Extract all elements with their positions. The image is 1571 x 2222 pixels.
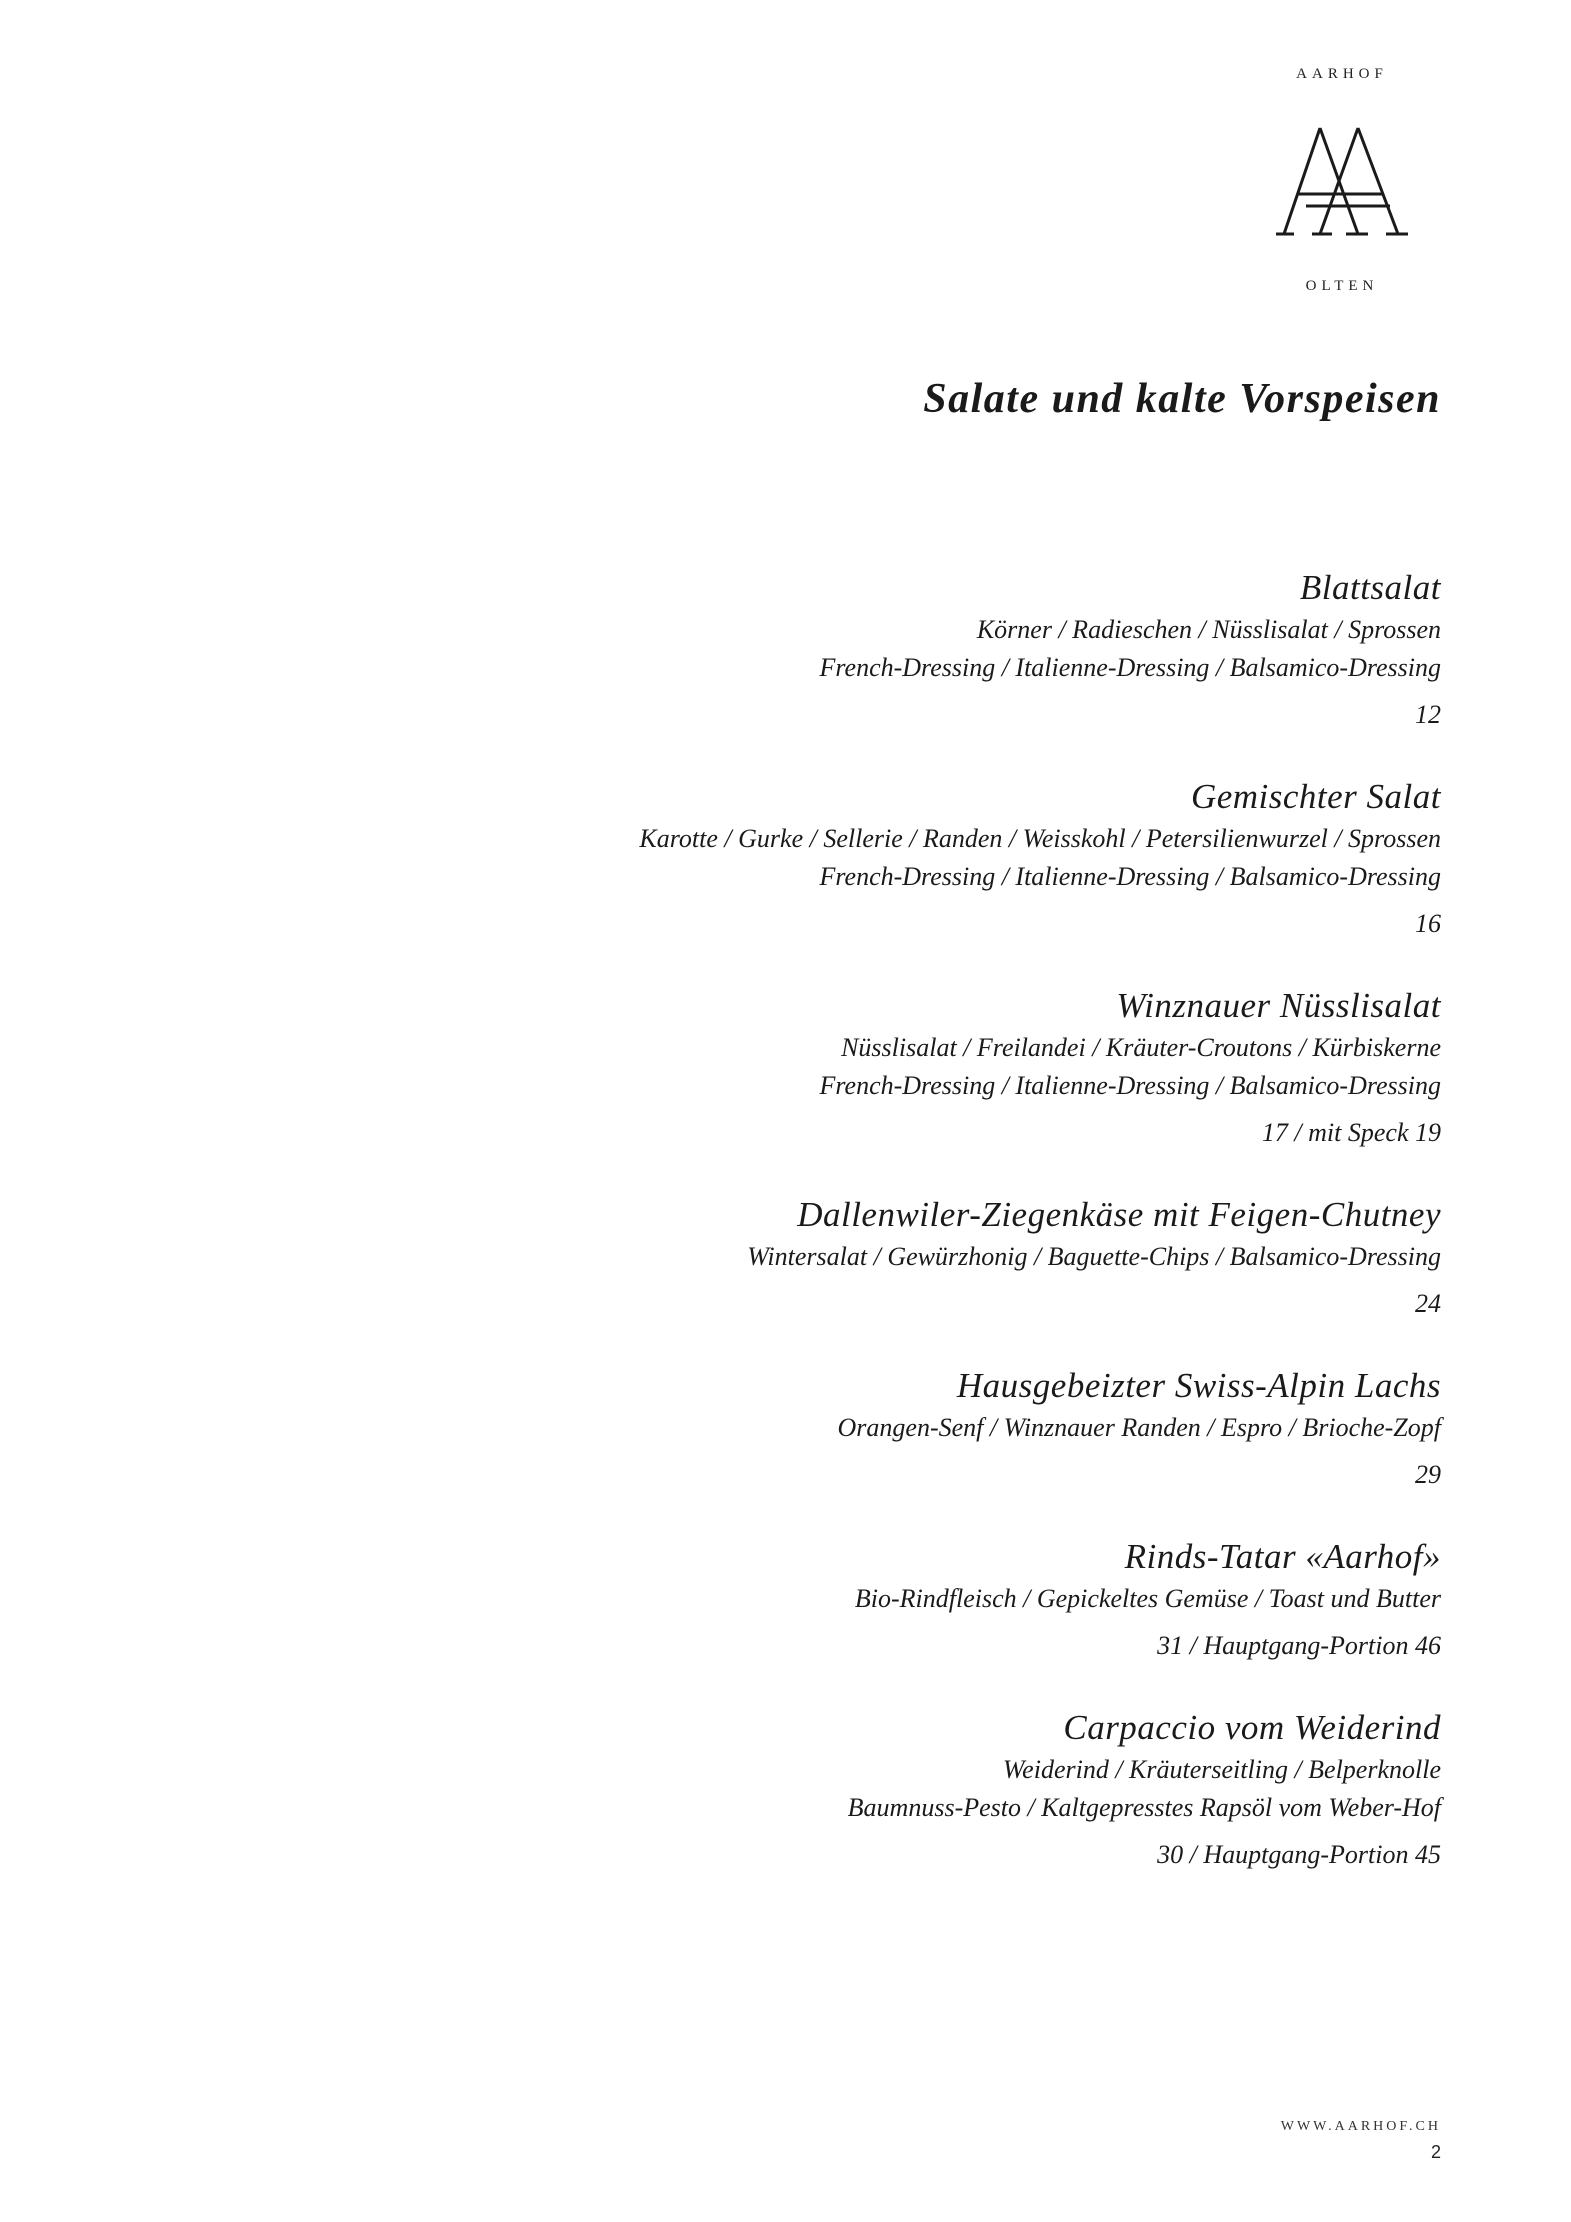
menu-item bbox=[241, 1363, 1441, 1494]
dish-price: 31 / Hauptgang-Portion 46 bbox=[1157, 1631, 1441, 1660]
dish-name: Dallenwiler-Ziegenkäse mit Feigen-Chutney bbox=[797, 1195, 1441, 1234]
dish-name: Blattsalat bbox=[1299, 568, 1441, 607]
page-title: Salate und kalte Vorspeisen bbox=[923, 376, 1441, 422]
dish-name: Hausgebeizter Swiss-Alpin Lachs bbox=[956, 1366, 1441, 1405]
dish-description: French-Dressing / Italienne-Dressing / Balsamico-Dressing bbox=[819, 1071, 1441, 1100]
menu-item bbox=[241, 1705, 1441, 1874]
dish-name: Rinds-Tatar «Aarhof» bbox=[1124, 1537, 1441, 1576]
dish-description: Bio-Rindfleisch / Gepickeltes Gemüse / Toast und Butter bbox=[854, 1584, 1441, 1613]
menu-item bbox=[241, 774, 1441, 943]
dish-description: Wintersalat / Gewürzhonig / Baguette-Chips / Balsamico-Dressing bbox=[747, 1242, 1441, 1271]
dish-price: 24 bbox=[1415, 1289, 1441, 1318]
dish-price: 30 / Hauptgang-Portion 45 bbox=[1157, 1840, 1441, 1869]
dish-name: Gemischter Salat bbox=[1190, 777, 1441, 816]
dish-description: Baumnuss-Pesto / Kaltgepresstes Rapsöl vom Weber-Hof bbox=[847, 1793, 1441, 1822]
page-number: 2 bbox=[1430, 2142, 1441, 2162]
dish-description: Körner / Radieschen / Nüsslisalat / Sprossen bbox=[976, 615, 1441, 644]
logo-bottom-text: OLTEN bbox=[1305, 278, 1379, 294]
dish-price: 12 bbox=[1415, 700, 1441, 729]
dish-description: Karotte / Gurke / Sellerie / Randen / Weisskohl / Petersilienwurzel / Sprossen bbox=[639, 824, 1441, 853]
menu-list bbox=[241, 565, 1441, 1914]
dish-price: 16 bbox=[1415, 909, 1441, 938]
dish-description: Orangen-Senf / Winznauer Randen / Espro / Brioche-Zopf bbox=[837, 1413, 1441, 1442]
menu-item bbox=[241, 1192, 1441, 1323]
menu-item bbox=[241, 565, 1441, 734]
double-a-monogram-icon bbox=[1276, 122, 1408, 242]
dish-price: 17 / mit Speck 19 bbox=[1261, 1118, 1441, 1147]
dish-price: 29 bbox=[1415, 1460, 1441, 1489]
dish-name: Winznauer Nüsslisalat bbox=[1116, 986, 1441, 1025]
logo-top-text: AARHOF bbox=[1296, 66, 1388, 82]
dish-description: Nüsslisalat / Freilandei / Kräuter-Croutons / Kürbiskerne bbox=[841, 1033, 1441, 1062]
menu-item bbox=[241, 1534, 1441, 1665]
dish-description: Weiderind / Kräuterseitling / Belperknolle bbox=[1002, 1755, 1441, 1784]
menu-item bbox=[241, 983, 1441, 1152]
dish-description: French-Dressing / Italienne-Dressing / Balsamico-Dressing bbox=[819, 653, 1441, 682]
footer-website: WWW.AARHOF.CH bbox=[1280, 2119, 1441, 2134]
dish-name: Carpaccio vom Weiderind bbox=[1063, 1708, 1441, 1747]
logo bbox=[1252, 66, 1432, 306]
dish-description: French-Dressing / Italienne-Dressing / Balsamico-Dressing bbox=[819, 862, 1441, 891]
